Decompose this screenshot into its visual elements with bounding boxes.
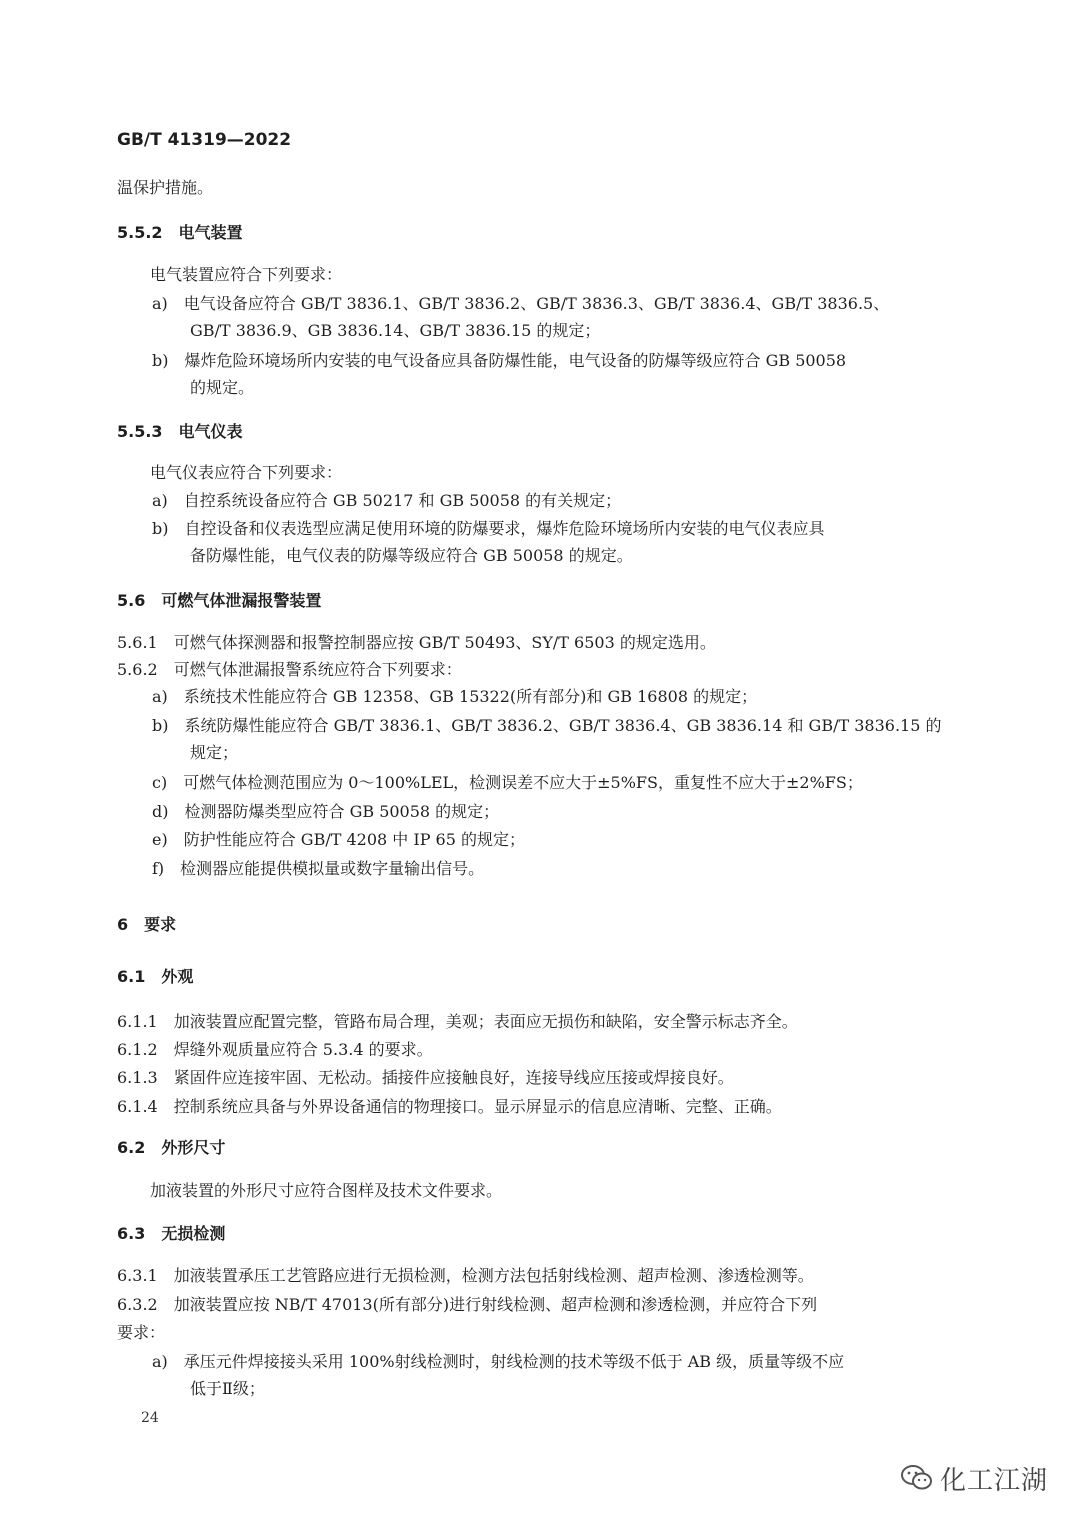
list-item: d) 检测器防爆类型应符合 GB 50058 的规定； (152, 802, 500, 821)
list-item: a) 自控系统设备应符合 GB 50217 和 GB 50058 的有关规定； (152, 491, 622, 510)
list-item: a) 电气设备应符合 GB/T 3836.1、GB/T 3836.2、GB/T 3836.3、GB/T 3836.4、GB/T 3836.5、 (152, 294, 890, 313)
watermark-text: 化工江湖 (940, 1465, 1049, 1496)
chapter-heading: 6 要求 (117, 915, 177, 934)
standard-number: GB/T 41319—2022 (117, 130, 292, 150)
section-heading: 6.3 无损检测 (117, 1224, 226, 1243)
clause-line: 5.6.1 可燃气体探测器和报警控制器应按 GB/T 50493、SY/T 6503 的规定选用。 (117, 633, 716, 652)
clause-line-continuation: 要求： (117, 1323, 166, 1342)
section-heading: 5.5.2 电气装置 (117, 223, 243, 242)
clause-line: 6.1.2 焊缝外观质量应符合 5.3.4 的要求。 (117, 1040, 433, 1059)
clause-line: 5.6.2 可燃气体泄漏报警系统应符合下列要求： (117, 660, 462, 679)
list-item-continuation: 备防爆性能，电气仪表的防爆等级应符合 GB 50058 的规定。 (190, 546, 633, 565)
section-heading: 5.6 可燃气体泄漏报警装置 (117, 591, 322, 610)
clause-line: 6.1.3 紧固件应连接牢固、无松动。插接件应接触良好，连接导线应压接或焊接良好。 (117, 1068, 734, 1087)
text-line: 电气仪表应符合下列要求： (150, 463, 343, 482)
list-item: b) 爆炸危险环境场所内安装的电气设备应具备防爆性能，电气设备的防爆等级应符合 GB 50058 (152, 351, 847, 370)
watermark (900, 1458, 1048, 1498)
section-heading: 6.1 外观 (117, 967, 194, 986)
list-item-continuation: 的规定。 (190, 378, 255, 397)
clause-line: 6.3.2 加液装置应按 NB/T 47013(所有部分)进行射线检测、超声检测和渗透检测，并应符合下列 (117, 1295, 818, 1314)
list-item: f) 检测器应能提供模拟量或数字量输出信号。 (152, 859, 485, 878)
list-item-continuation: 低于Ⅱ级； (190, 1379, 265, 1398)
clause-line: 6.1.4 控制系统应具备与外界设备通信的物理接口。显示屏显示的信息应清晰、完整、正确。 (117, 1097, 782, 1116)
list-item-continuation: GB/T 3836.9、GB 3836.14、GB/T 3836.15 的规定； (190, 321, 601, 340)
clause-line: 6.3.1 加液装置承压工艺管路应进行无损检测，检测方法包括射线检测、超声检测、渗透检测等。 (117, 1266, 814, 1285)
list-item: b) 系统防爆性能应符合 GB/T 3836.1、GB/T 3836.2、GB/T 3836.4、GB 3836.14 和 GB/T 3836.15 的 (152, 716, 942, 735)
text-line: 电气装置应符合下列要求： (150, 265, 343, 284)
wechat-icon (900, 1463, 934, 1493)
clause-line: 6.1.1 加液装置应配置完整，管路布局合理，美观；表面应无损伤和缺陷，安全警示标志齐全。 (117, 1012, 798, 1031)
text-line: 加液装置的外形尺寸应符合图样及技术文件要求。 (150, 1181, 503, 1200)
list-item: a) 承压元件焊接接头采用 100%射线检测时，射线检测的技术等级不低于 AB 级，质量等级不应 (152, 1352, 845, 1371)
list-item: b) 自控设备和仪表选型应满足使用环境的防爆要求，爆炸危险环境场所内安装的电气仪表应具 (152, 519, 825, 538)
list-item-continuation: 规定； (190, 743, 239, 762)
section-heading: 6.2 外形尺寸 (117, 1138, 226, 1157)
list-item: e) 防护性能应符合 GB/T 4208 中 IP 65 的规定； (152, 830, 525, 849)
text-line: 温保护措施。 (117, 178, 214, 197)
section-heading: 5.5.3 电气仪表 (117, 422, 243, 441)
list-item: c) 可燃气体检测范围应为 0～100%LEL，检测误差不应大于±5%FS，重复性不应大于±2%FS； (152, 773, 863, 792)
page-number: 24 (141, 1410, 159, 1426)
list-item: a) 系统技术性能应符合 GB 12358、GB 15322(所有部分)和 GB 16808 的规定； (152, 687, 758, 706)
